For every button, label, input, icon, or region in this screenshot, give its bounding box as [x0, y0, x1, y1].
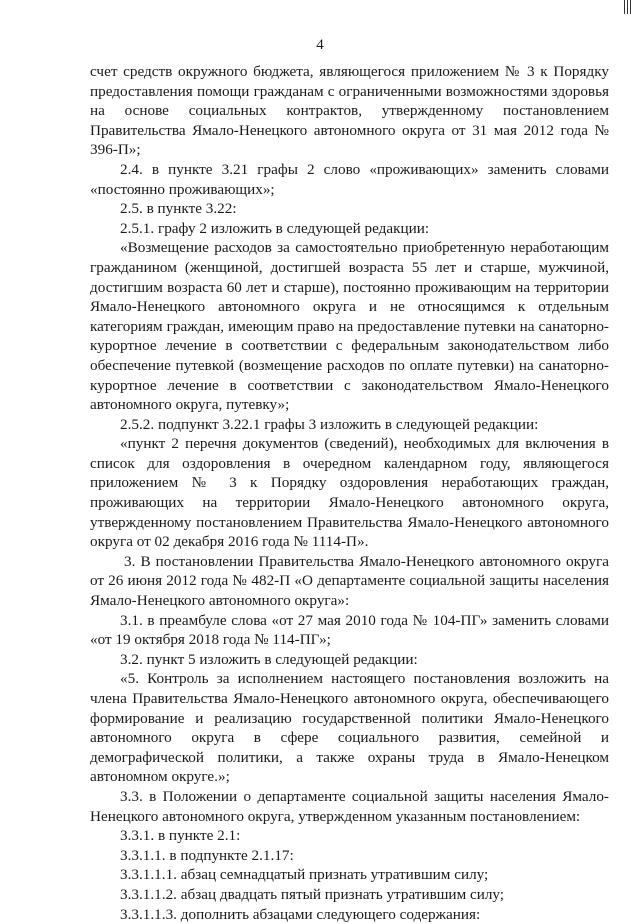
paragraph-quote-2: «пункт 2 перечня документов (сведений), необходимых для включения в список для оздоровления в очередном календарном году, являющегося приложением № 3 к Порядку оздоровления неработающих граждан, проживающих на территории Ямало-Ненецкого автономного округа, утвержденному постановлением Правительства Ямало-Ненецкого автономного округа от 02 декабря 2016 года № 1114-П».: [90, 435, 609, 551]
paragraph-2-5-2: 2.5.2. подпункт 3.22.1 графы 3 изложить в следующей редакции:: [120, 415, 539, 433]
paragraph-quote-3: «5. Контроль за исполнением настоящего постановления возложить на члена Правительства Ямало-Ненецкого автономного округа, обеспечивающего формирование и реализацию государственной политики Ямало-Ненецкого автономного округа в сфере социального развития, семейной и демографической политики, а также охраны труда в Ямало-Ненецком автономном округе.»;: [90, 670, 609, 786]
paragraph-3-1: 3.1. в преамбуле слова «от 27 мая 2010 года № 104-ПГ» заменить словами «от 19 октября 2018 года № 114-ПГ»;: [90, 611, 609, 649]
page-number: 4: [316, 37, 324, 53]
corner-mark: [622, 0, 634, 14]
paragraph-2-5: 2.5. в пункте 3.22:: [120, 200, 237, 218]
paragraph-3-3-1: 3.3.1. в пункте 2.1:: [120, 827, 241, 845]
paragraph-3-3-1-1: 3.3.1.1. в подпункте 2.1.17:: [120, 846, 294, 864]
paragraph-3-3-1-1-1: 3.3.1.1.1. абзац семнадцатый признать утратившим силу;: [120, 866, 489, 884]
paragraph-3-3-1-1-3: 3.3.1.1.3. дополнить абзацами следующего содержания:: [120, 905, 481, 923]
paragraph-3-3-1-1-2: 3.3.1.1.2. абзац двадцать пятый признать утратившим силу;: [120, 885, 505, 903]
paragraph-3-3: 3.3. в Положении о департаменте социальной защиты населения Ямало-Ненецкого автономного округа, утвержденном указанным постановлением:: [90, 787, 609, 825]
paragraph-2-5-1: 2.5.1. графу 2 изложить в следующей редакции:: [120, 219, 430, 237]
document-body: [90, 62, 609, 924]
paragraph-3: 3. В постановлении Правительства Ямало-Ненецкого автономного округа от 26 июня 2012 года № 482-П «О департаменте социальной защиты населения Ямало-Ненецкого автономного округа»:: [90, 552, 609, 610]
paragraph-3-2: 3.2. пункт 5 изложить в следующей редакции:: [120, 650, 418, 668]
paragraph-1: счет средств окружного бюджета, являющегося приложением № 3 к Порядку предоставления помощи гражданам с ограниченными возможностями здоровья на основе социальных контрактов, утвержденному постановлением Правительства Ямало-Ненецкого автономного округа от 31 мая 2012 года № 396-П»;: [90, 63, 609, 159]
paragraph-quote-1: «Возмещение расходов за самостоятельно приобретенную неработающим гражданином (женщиной, достигшей возраста 55 лет и старше, мужчиной, достигшим возраста 60 лет и старше), постоянно проживающим на территории Ямало-Ненецкого автономного округа и не относящимся к отдельным категориям граждан, имеющим право на предоставление путевки на санаторно-курортное лечение в соответствии с федеральным законодательством либо обеспечение путевкой (возмещение расходов по оплате путевки) на санаторно-курортное лечение в соответствии с законодательством Ямало-Ненецкого автономного округа, путевку»;: [90, 239, 609, 414]
paragraph-2-4: 2.4. в пункте 3.21 графы 2 слово «проживающих» заменить словами «постоянно проживающих»;: [90, 160, 609, 198]
